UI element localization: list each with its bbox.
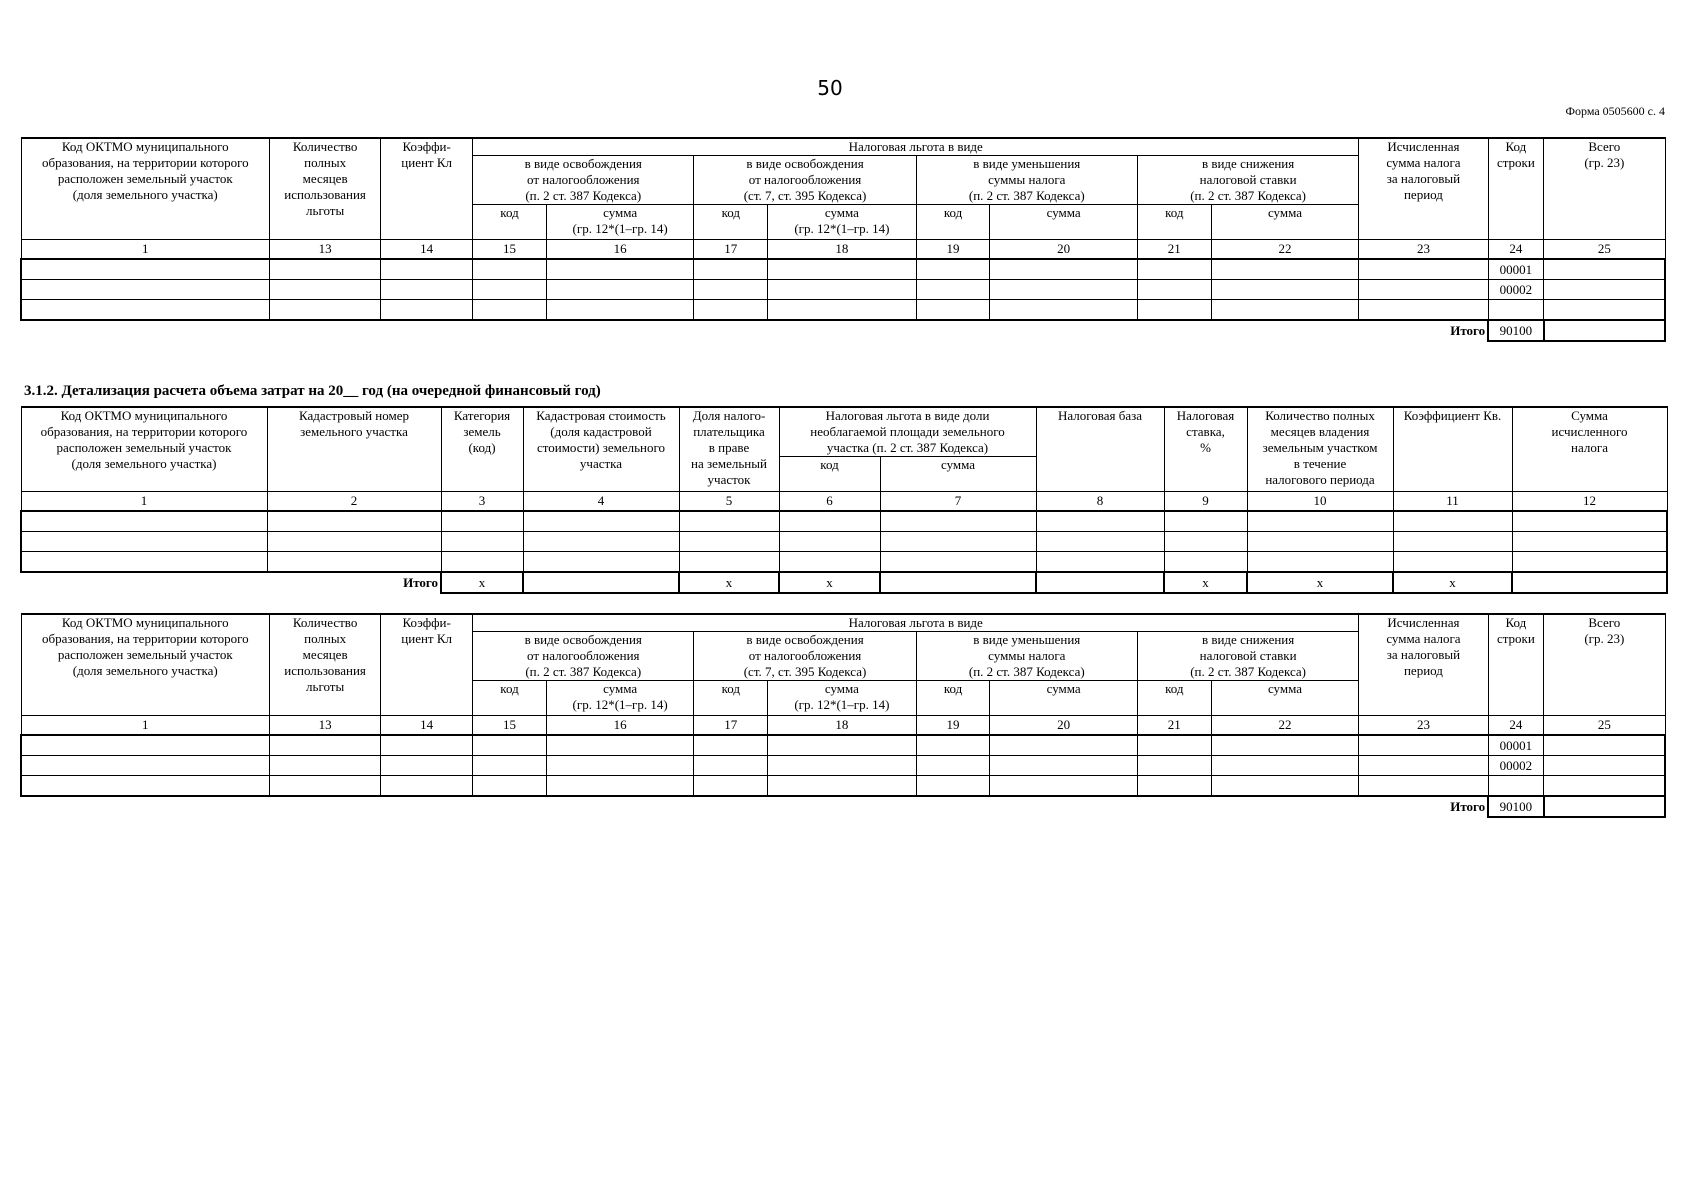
header-row-code: Код строки [1488,614,1544,716]
table-cell: 24 [1488,716,1544,736]
input-cell[interactable] [21,776,270,797]
input-cell[interactable] [1164,552,1247,573]
input-cell[interactable] [990,756,1138,776]
header-sum: сумма (гр. 12*(1–гр. 14) [546,205,694,240]
page-number: 50 [817,76,843,100]
input-cell[interactable] [546,280,694,300]
table-row[interactable] [21,552,1667,573]
header-calculated-tax: Исчисленная сумма налога за налоговый период [1359,138,1488,240]
input-cell[interactable] [880,552,1036,573]
total-label: Итого [1450,799,1486,814]
table-cell: 21 [1137,240,1211,260]
input-cell[interactable] [1137,300,1211,321]
header-tax-base: Налоговая база [1036,407,1164,492]
header-oktmo: Код ОКТМО муниципального образования, на территории которого расположен земельный участок (доля земельного участка) [21,138,270,240]
column-numbers-row [21,716,1665,736]
input-cell[interactable] [1036,511,1164,532]
table-cell: 25 [1544,240,1665,260]
input-cell[interactable] [990,735,1138,756]
header-code: код [779,457,880,492]
header-coef-kv: Коэффициент Кв. [1393,407,1512,492]
header-code: код [1137,205,1211,240]
header-total: Всего (гр. 23) [1544,138,1665,240]
header-tax-rate: Налоговая ставка, % [1164,407,1247,492]
header-sum: сумма (гр. 12*(1–гр. 14) [768,681,917,716]
table-cell: 1 [21,492,267,512]
header-coef-kl: Коэффи- циент Кл [381,138,473,240]
table-cell: 23 [1359,716,1488,736]
input-cell[interactable] [1393,532,1512,552]
input-cell[interactable] [1359,776,1488,797]
header-sum: сумма [990,205,1138,240]
table-cell: 11 [1393,492,1512,512]
x-mark: x [1247,572,1393,593]
input-cell[interactable] [694,280,768,300]
input-cell[interactable] [21,756,270,776]
form-code: Форма 0505600 с. 4 [1565,104,1665,118]
header-code: код [916,681,990,716]
table-row[interactable] [21,756,1665,776]
input-cell[interactable] [1544,776,1665,797]
table-row[interactable] [21,280,1665,300]
header-taxpayer-share: Доля налого- плательщика в праве на земельный участок [679,407,779,492]
input-cell[interactable] [21,735,270,756]
input-cell[interactable] [267,511,441,532]
header-oktmo: Код ОКТМО муниципального образования, на территории которого расположен земельный участок (доля земельного участка) [21,407,267,492]
x-mark: x [779,572,880,593]
table-cell: 22 [1211,716,1359,736]
row-code: 00001 [1488,259,1544,280]
input-cell[interactable] [990,259,1138,280]
input-cell[interactable] [694,735,768,756]
input-cell[interactable] [441,511,523,532]
header-calculated-tax: Сумма исчисленного налога [1512,407,1667,492]
header-cadastral-number: Кадастровый номер земельного участка [267,407,441,492]
header-exemption-387: в виде освобождения от налогообложения (п. 2 ст. 387 Кодекса) [473,156,694,205]
table-cell: 8 [1036,492,1164,512]
input-cell[interactable] [1247,532,1393,552]
table-cell: 22 [1211,240,1359,260]
input-cell[interactable] [779,552,880,573]
input-cell[interactable] [523,552,679,573]
input-cell[interactable] [381,776,473,797]
input-cell[interactable] [1544,280,1665,300]
table-cell: 6 [779,492,880,512]
header-exemption-395: в виде освобождения от налогообложения (ст. 7, ст. 395 Кодекса) [694,156,916,205]
table-cell: 12 [1512,492,1667,512]
header-code: код [916,205,990,240]
input-cell[interactable] [990,776,1138,797]
header-code: код [694,205,768,240]
row-code [1488,776,1544,797]
x-mark: x [441,572,523,593]
input-cell[interactable] [1137,259,1211,280]
input-cell[interactable] [1036,532,1164,552]
benefit-table-2 [20,613,1666,818]
input-cell[interactable] [270,776,381,797]
table-row[interactable] [21,511,1667,532]
input-cell[interactable] [1359,259,1488,280]
input-cell[interactable] [546,756,694,776]
input-cell[interactable] [21,552,267,573]
input-cell[interactable] [523,511,679,532]
input-cell[interactable] [880,511,1036,532]
table-cell: 14 [381,716,473,736]
input-cell[interactable] [270,280,381,300]
input-cell[interactable] [270,259,381,280]
table-cell: 16 [546,716,694,736]
input-cell[interactable] [768,300,917,321]
header-oktmo: Код ОКТМО муниципального образования, на территории которого расположен земельный участок (доля земельного участка) [21,614,270,716]
table-cell: 7 [880,492,1036,512]
total-cell[interactable] [880,572,1036,593]
table-cell: 13 [270,240,381,260]
input-cell[interactable] [21,280,270,300]
input-cell[interactable] [679,552,779,573]
table-row[interactable] [21,776,1665,797]
header-months-used: Количество полных месяцев использования льготы [270,138,381,240]
table-cell: 10 [1247,492,1393,512]
total-code: 90100 [1488,320,1544,341]
detail-table [20,406,1668,594]
header-exemption-387: в виде освобождения от налогообложения (п. 2 ст. 387 Кодекса) [473,632,694,681]
input-cell[interactable] [1137,280,1211,300]
input-cell[interactable] [473,280,547,300]
total-label: Итого [403,575,438,590]
input-cell[interactable] [768,776,917,797]
input-cell[interactable] [21,532,267,552]
input-cell[interactable] [1544,300,1665,321]
header-months-used: Количество полных месяцев использования льготы [270,614,381,716]
input-cell[interactable] [1544,756,1665,776]
input-cell[interactable] [779,511,880,532]
table-row[interactable] [21,300,1665,321]
table-cell: 19 [916,240,990,260]
row-code [1488,300,1544,321]
input-cell[interactable] [1211,259,1359,280]
header-code: код [473,205,547,240]
table-cell: 21 [1137,716,1211,736]
input-cell[interactable] [694,776,768,797]
table-cell: 13 [270,716,381,736]
header-code: код [694,681,768,716]
input-cell[interactable] [473,259,547,280]
input-cell[interactable] [473,735,547,756]
total-label: Итого [1450,323,1486,338]
total-cell[interactable] [1512,572,1667,593]
input-cell[interactable] [1247,511,1393,532]
x-mark: x [1393,572,1512,593]
total-cell[interactable] [523,572,679,593]
table-cell: 17 [694,240,768,260]
input-cell[interactable] [694,259,768,280]
section-title: 3.1.2. Детализация расчета объема затрат на 20__ год (на очередной финансовый год) [24,383,601,399]
input-cell[interactable] [473,756,547,776]
header-sum: сумма (гр. 12*(1–гр. 14) [768,205,917,240]
input-cell[interactable] [546,735,694,756]
input-cell[interactable] [768,259,917,280]
input-cell[interactable] [1137,756,1211,776]
input-cell[interactable] [381,300,473,321]
column-numbers-row [21,240,1665,260]
input-cell[interactable] [1036,552,1164,573]
row-code: 00002 [1488,756,1544,776]
header-reduction: в виде уменьшения суммы налога (п. 2 ст. 387 Кодекса) [916,156,1137,205]
table-cell: 20 [990,240,1138,260]
input-cell[interactable] [267,532,441,552]
total-value[interactable] [1544,320,1665,341]
table-cell: 1 [21,240,270,260]
input-cell[interactable] [1359,735,1488,756]
input-cell[interactable] [1164,532,1247,552]
total-cell[interactable] [1036,572,1164,593]
table-cell: 9 [1164,492,1247,512]
input-cell[interactable] [267,552,441,573]
input-cell[interactable] [270,756,381,776]
header-cadastral-cost: Кадастровая стоимость (доля кадастровой стоимости) земельного участка [523,407,679,492]
total-row [21,796,1665,817]
header-sum: сумма [1211,205,1359,240]
table-cell: 3 [441,492,523,512]
input-cell[interactable] [546,259,694,280]
table-cell: 19 [916,716,990,736]
table-cell: 15 [473,716,547,736]
input-cell[interactable] [546,300,694,321]
input-cell[interactable] [1544,259,1665,280]
header-sum: сумма [990,681,1138,716]
column-numbers-row [21,492,1667,512]
total-row [21,320,1665,341]
header-sum: сумма [880,457,1036,492]
input-cell[interactable] [473,300,547,321]
input-cell[interactable] [679,511,779,532]
input-cell[interactable] [441,552,523,573]
input-cell[interactable] [473,776,547,797]
input-cell[interactable] [1359,300,1488,321]
input-cell[interactable] [694,756,768,776]
input-cell[interactable] [270,300,381,321]
table-cell: 16 [546,240,694,260]
input-cell[interactable] [916,280,990,300]
input-cell[interactable] [21,300,270,321]
row-code: 00001 [1488,735,1544,756]
input-cell[interactable] [916,776,990,797]
input-cell[interactable] [694,300,768,321]
input-cell[interactable] [768,735,917,756]
input-cell[interactable] [679,532,779,552]
input-cell[interactable] [523,532,679,552]
header-rate-reduction: в виде снижения налоговой ставки (п. 2 ст. 387 Кодекса) [1137,632,1358,681]
header-code: код [1137,681,1211,716]
table-cell: 14 [381,240,473,260]
table-cell: 17 [694,716,768,736]
table-cell: 25 [1544,716,1665,736]
input-cell[interactable] [1211,756,1359,776]
input-cell[interactable] [1512,511,1667,532]
table-row[interactable] [21,735,1665,756]
header-tax-benefit: Налоговая льгота в виде [473,138,1359,156]
table-row[interactable] [21,532,1667,552]
input-cell[interactable] [990,300,1138,321]
input-cell[interactable] [1247,552,1393,573]
header-total: Всего (гр. 23) [1544,614,1665,716]
input-cell[interactable] [381,756,473,776]
header-sum: сумма (гр. 12*(1–гр. 14) [546,681,694,716]
input-cell[interactable] [768,756,917,776]
table-cell: 23 [1359,240,1488,260]
header-calculated-tax: Исчисленная сумма налога за налоговый период [1359,614,1488,716]
input-cell[interactable] [1512,532,1667,552]
x-mark: x [1164,572,1247,593]
input-cell[interactable] [779,532,880,552]
input-cell[interactable] [916,259,990,280]
input-cell[interactable] [1164,511,1247,532]
input-cell[interactable] [1393,552,1512,573]
total-row [21,572,1667,593]
input-cell[interactable] [381,280,473,300]
benefit-table-1 [20,137,1666,342]
header-row-code: Код строки [1488,138,1544,240]
header-exemption-395: в виде освобождения от налогообложения (ст. 7, ст. 395 Кодекса) [694,632,916,681]
input-cell[interactable] [768,280,917,300]
table-cell: 15 [473,240,547,260]
table-cell: 24 [1488,240,1544,260]
table-cell: 18 [768,240,917,260]
input-cell[interactable] [1512,552,1667,573]
header-benefit-share: Налоговая льгота в виде доли необлагаемой площади земельного участка (п. 2 ст. 387 Кодекса) [779,407,1036,457]
input-cell[interactable] [916,735,990,756]
total-value[interactable] [1544,796,1665,817]
table-cell: 4 [523,492,679,512]
table-cell: 20 [990,716,1138,736]
input-cell[interactable] [1211,280,1359,300]
input-cell[interactable] [1544,735,1665,756]
header-code: код [473,681,547,716]
input-cell[interactable] [916,300,990,321]
x-mark: x [679,572,779,593]
input-cell[interactable] [546,776,694,797]
row-code: 00002 [1488,280,1544,300]
input-cell[interactable] [381,735,473,756]
table-cell: 5 [679,492,779,512]
header-land-category: Категория земель (код) [441,407,523,492]
input-cell[interactable] [1211,300,1359,321]
input-cell[interactable] [1137,735,1211,756]
input-cell[interactable] [21,259,270,280]
input-cell[interactable] [21,572,267,593]
input-cell[interactable] [1211,776,1359,797]
table-row[interactable] [21,259,1665,280]
input-cell[interactable] [270,735,381,756]
header-months-owned: Количество полных месяцев владения земельным участком в течение налогового периода [1247,407,1393,492]
input-cell[interactable] [990,280,1138,300]
header-sum: сумма [1211,681,1359,716]
input-cell[interactable] [381,259,473,280]
header-tax-benefit: Налоговая льгота в виде [473,614,1359,632]
total-code: 90100 [1488,796,1544,817]
input-cell[interactable] [1211,735,1359,756]
input-cell[interactable] [441,532,523,552]
input-cell[interactable] [1359,280,1488,300]
header-coef-kl: Коэффи- циент Кл [381,614,473,716]
table-cell: 1 [21,716,270,736]
table-cell: 2 [267,492,441,512]
input-cell[interactable] [880,532,1036,552]
input-cell[interactable] [1393,511,1512,532]
input-cell[interactable] [1137,776,1211,797]
input-cell[interactable] [21,511,267,532]
header-rate-reduction: в виде снижения налоговой ставки (п. 2 ст. 387 Кодекса) [1137,156,1358,205]
header-reduction: в виде уменьшения суммы налога (п. 2 ст. 387 Кодекса) [916,632,1137,681]
table-cell: 18 [768,716,917,736]
input-cell[interactable] [916,756,990,776]
input-cell[interactable] [1359,756,1488,776]
